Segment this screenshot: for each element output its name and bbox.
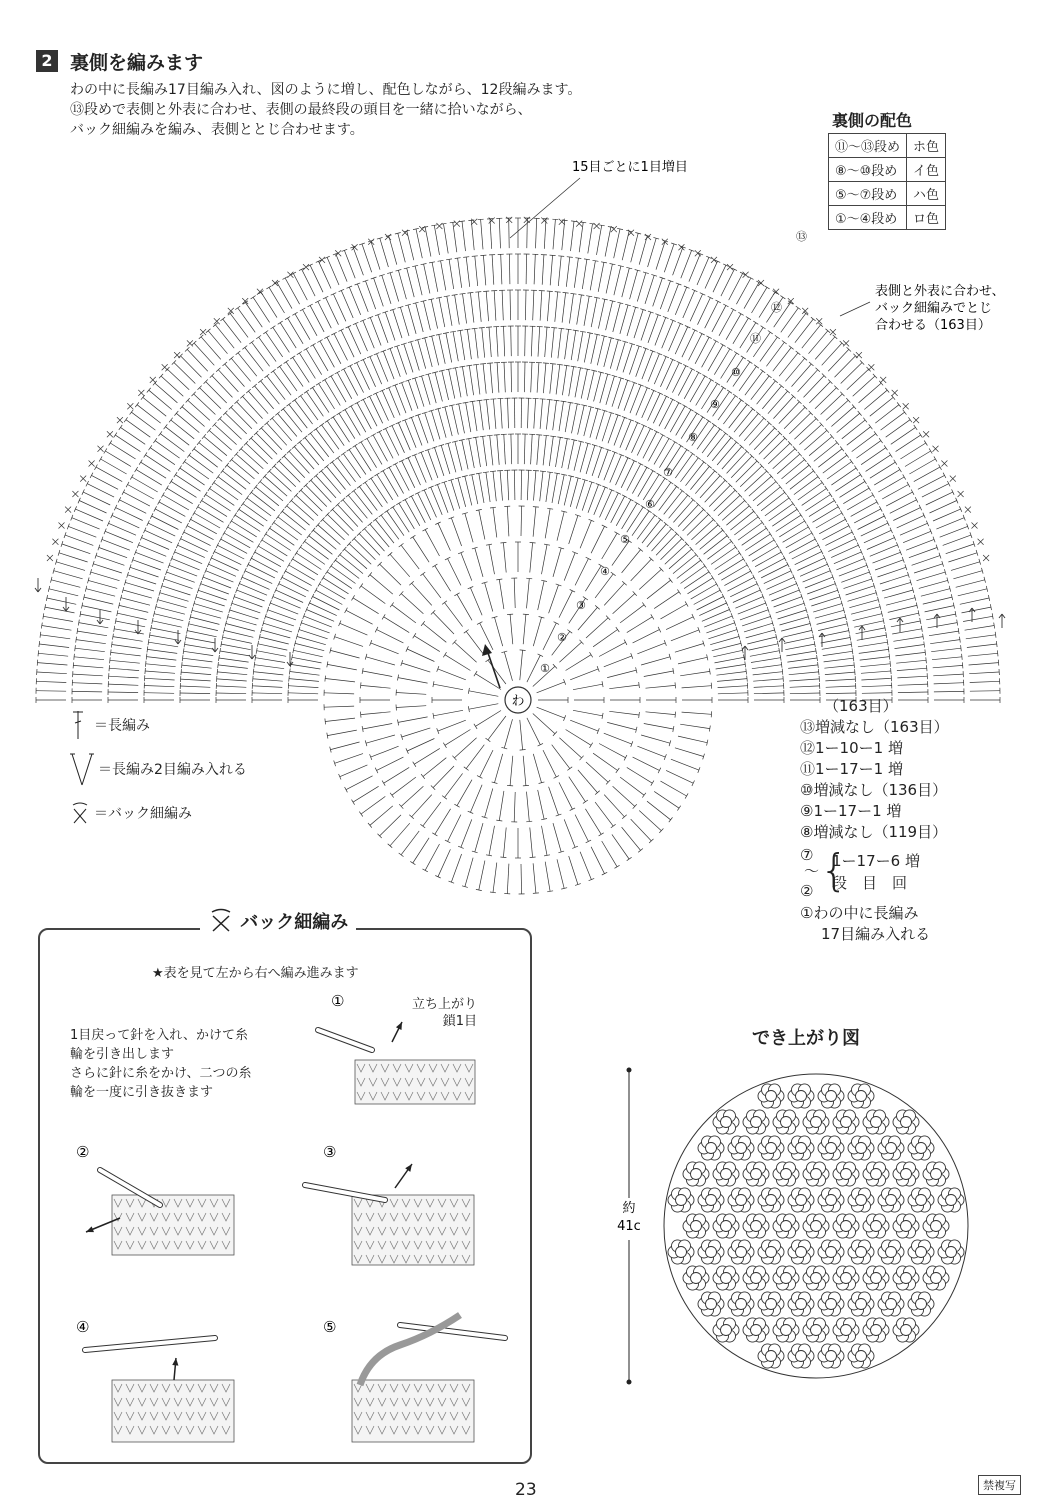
round-label: ③ [576, 599, 586, 612]
flower-motif [923, 1266, 949, 1290]
flower-motif [803, 1214, 829, 1238]
step-title: 裏側を編みます [70, 52, 204, 74]
legend-label: ＝長編み [94, 718, 150, 734]
round-label: ⑪ [750, 332, 761, 345]
chain-note: 立ち上がり 鎖1目 [412, 997, 478, 1029]
flower-motif [893, 1214, 919, 1238]
summary-line: ①わの中に長編み [800, 904, 919, 922]
flower-motif [893, 1266, 919, 1290]
flower-motif [848, 1292, 874, 1316]
copy-prohibited-stamp: 禁複写 [978, 1475, 1021, 1495]
step-label: ⑤ [323, 1318, 337, 1336]
summary-line: ⑧増減なし（119目） [800, 823, 948, 841]
flower-motif [758, 1344, 784, 1368]
color-table-title: 裏側の配色 [832, 111, 913, 130]
intro-line: わの中に長編み17目編み入れ、図のように増し、配色しながら、12段編みます。 [70, 82, 582, 98]
flower-motif [773, 1110, 799, 1134]
flower-motif [863, 1162, 889, 1186]
summary-line: ⑬増減なし（163目） [800, 718, 949, 736]
round-label: ⑫ [771, 301, 782, 314]
howto-steps-text: 1目戻って針を入れ、かけて糸 輪を引き出します さらに針に糸をかけ、二つの糸 輪を一度に引き抜きます [70, 1028, 252, 1100]
flower-motif [803, 1162, 829, 1186]
flower-motif [668, 1188, 694, 1212]
flower-motif [788, 1188, 814, 1212]
flower-motif [668, 1240, 694, 1264]
summary-bracket: ⑦ ～ ② { 1ー17ー6 増 段 目 回 [800, 845, 920, 900]
flower-motif [848, 1084, 874, 1108]
summary-line: 17目編み入れる [821, 925, 931, 943]
flower-motif [713, 1318, 739, 1342]
flower-motif [878, 1188, 904, 1212]
color-value: ハ色 [907, 182, 946, 206]
legend-label: ＝バック細編み [94, 806, 192, 822]
flower-motif [908, 1188, 934, 1212]
increase-note: 15目ごとに1目増目 [572, 160, 688, 175]
flower-motif [893, 1110, 919, 1134]
color-value: ロ色 [907, 206, 946, 230]
flower-motif [878, 1136, 904, 1160]
flower-motif [683, 1162, 709, 1186]
flower-motif [743, 1214, 769, 1238]
flower-motif [743, 1266, 769, 1290]
flower-motif [803, 1266, 829, 1290]
summary-total: （163目） [824, 697, 898, 715]
flower-motif [683, 1266, 709, 1290]
flower-motif [743, 1318, 769, 1342]
flower-motif [758, 1188, 784, 1212]
round-label: ⑦ [663, 466, 673, 479]
flower-motif [728, 1292, 754, 1316]
flower-motif [803, 1318, 829, 1342]
flower-motif [893, 1162, 919, 1186]
flower-motif [878, 1292, 904, 1316]
page-number: 23 [515, 1480, 537, 1500]
flower-motif [683, 1214, 709, 1238]
flower-motif [788, 1084, 814, 1108]
arrowhead [86, 1226, 94, 1232]
flower-motif [863, 1110, 889, 1134]
step-label: ① [331, 992, 345, 1010]
color-range: ⑪～⑬段め [829, 134, 907, 158]
flower-motif [773, 1162, 799, 1186]
color-range: ⑤～⑦段め [829, 182, 907, 206]
flower-motif [818, 1344, 844, 1368]
flower-motif [908, 1240, 934, 1264]
flower-motif [758, 1240, 784, 1264]
finished-title: でき上がり図 [752, 1028, 860, 1049]
flower-motif [713, 1214, 739, 1238]
summary-line: ⑨1ー17ー1 増 [800, 802, 902, 820]
flower-motif [773, 1214, 799, 1238]
color-range: ⑧～⑩段め [829, 158, 907, 182]
flower-motif [818, 1292, 844, 1316]
flower-motif [833, 1266, 859, 1290]
flower-motif [818, 1188, 844, 1212]
flower-motif [938, 1240, 964, 1264]
join-note-line: 表側と外表に合わせ、 [875, 284, 1005, 299]
hook-icon [85, 1338, 215, 1350]
step-label: ④ [76, 1318, 90, 1336]
flower-motif [728, 1188, 754, 1212]
flower-motif [893, 1318, 919, 1342]
flower-motif [818, 1240, 844, 1264]
join-note-line: 合わせる（163目） [875, 318, 991, 333]
flower-motif [848, 1344, 874, 1368]
round-label: ① [540, 662, 550, 675]
howto-subtitle: ★表を見て左から右へ編み進みます [152, 966, 359, 981]
round-label: ⑩ [731, 366, 741, 379]
flower-motif [728, 1240, 754, 1264]
round-label: ⑬ [796, 230, 807, 243]
flower-motif [758, 1084, 784, 1108]
round-label: ⑧ [688, 431, 698, 444]
flower-motif [698, 1240, 724, 1264]
flower-motif [938, 1188, 964, 1212]
flower-motif [758, 1292, 784, 1316]
color-value: ホ色 [907, 134, 946, 158]
summary-line: ⑫1ー10ー1 増 [800, 739, 903, 757]
arrowhead [405, 1164, 412, 1172]
flower-motif [713, 1110, 739, 1134]
flower-motif [818, 1084, 844, 1108]
flower-motif [863, 1318, 889, 1342]
round-label: ⑤ [620, 533, 630, 546]
flower-motif [698, 1292, 724, 1316]
summary-line: ⑪1ー17ー1 増 [800, 760, 903, 778]
legend-label: ＝長編み2目編み入れる [98, 762, 247, 778]
join-note-line: バック細編みでとじ [875, 301, 993, 316]
flower-motif [833, 1318, 859, 1342]
color-range: ①～④段め [829, 206, 907, 230]
step-number-badge: 2 [36, 50, 58, 72]
flower-motif [713, 1266, 739, 1290]
flower-motif [773, 1318, 799, 1342]
round-label: ⑨ [710, 398, 720, 411]
center-label: わ [511, 694, 525, 709]
hook-icon [305, 1185, 385, 1200]
flower-motif [848, 1240, 874, 1264]
size-label: 41c [617, 1219, 641, 1234]
size-label: 約 [622, 1201, 636, 1216]
flower-motif [728, 1136, 754, 1160]
finished-diagram [600, 1060, 980, 1400]
flower-motif [923, 1162, 949, 1186]
flower-motif [863, 1214, 889, 1238]
flower-motif [788, 1344, 814, 1368]
flower-motif [908, 1136, 934, 1160]
flower-motif [833, 1214, 859, 1238]
summary-line: ⑩増減なし（136目） [800, 781, 948, 799]
flower-motif [788, 1292, 814, 1316]
flower-motif [713, 1162, 739, 1186]
flower-motif [848, 1136, 874, 1160]
flower-motif [743, 1110, 769, 1134]
color-value: イ色 [907, 158, 946, 182]
fabric-swatch [355, 1060, 475, 1104]
flower-motif [848, 1188, 874, 1212]
intro-line: ⑬段めで表側と外表に合わせ、表側の最終段の頭目を一緒に拾いながら、 [70, 102, 532, 118]
flower-motif [758, 1136, 784, 1160]
step-label: ③ [323, 1143, 337, 1161]
round-label: ⑥ [645, 498, 655, 511]
flower-motif [803, 1110, 829, 1134]
flower-motifs [664, 1074, 968, 1378]
flower-motif [698, 1136, 724, 1160]
intro-line: バック細編みを編み、表側ととじ合わせます。 [70, 122, 364, 138]
round-label: ④ [600, 565, 610, 578]
step-label: ② [76, 1143, 90, 1161]
round-label: ② [557, 631, 567, 644]
flower-motif [833, 1162, 859, 1186]
flower-motif [863, 1266, 889, 1290]
flower-motif [878, 1240, 904, 1264]
howto-title: バック細編み [200, 908, 356, 934]
flower-motif [788, 1136, 814, 1160]
flower-motif [773, 1266, 799, 1290]
flower-motif [818, 1136, 844, 1160]
flower-motif [743, 1162, 769, 1186]
flower-motif [908, 1292, 934, 1316]
flower-motif [698, 1188, 724, 1212]
hook-icon [318, 1030, 372, 1050]
flower-motif [923, 1214, 949, 1238]
flower-motif [788, 1240, 814, 1264]
fabric-swatch [352, 1195, 474, 1265]
flower-motif [833, 1110, 859, 1134]
